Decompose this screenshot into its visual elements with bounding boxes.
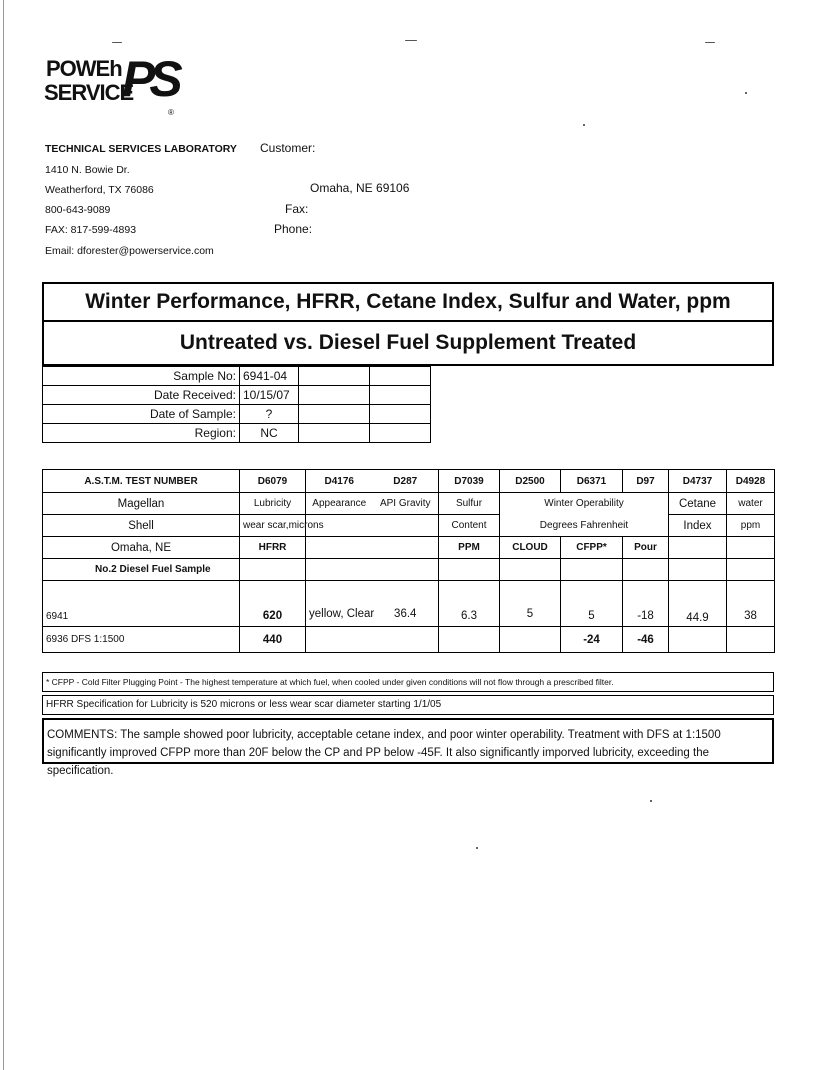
- lab-email: Email: dforester@powerservice.com: [45, 245, 214, 257]
- table-cell: [727, 627, 775, 653]
- column-header: D2500: [500, 470, 561, 493]
- lab-fax: FAX: 817-599-4893: [45, 224, 137, 236]
- column-header: D4737: [669, 470, 727, 493]
- column-header: D4176: [306, 470, 373, 493]
- table-cell: PPM: [439, 537, 500, 559]
- scan-speck: [112, 42, 122, 43]
- customer-city: Omaha, NE 69106: [310, 181, 410, 195]
- table-cell: ppm: [727, 515, 775, 537]
- column-header: A.S.T.M. TEST NUMBER: [43, 470, 240, 493]
- scan-speck: [650, 800, 652, 802]
- table-row: [43, 515, 775, 537]
- table-cell: yellow, Clear: [306, 581, 373, 627]
- sample-info-label: Date of Sample:: [43, 405, 240, 424]
- table-cell: Winter Operability: [500, 493, 669, 515]
- report-title-box: [42, 282, 774, 322]
- table-cell: API Gravity: [373, 493, 439, 515]
- customer-phone-label: Phone:: [274, 222, 313, 236]
- sample-info-label: Date Received:: [43, 386, 240, 405]
- table-cell: Sulfur: [439, 493, 500, 515]
- scan-speck: [476, 847, 478, 849]
- table-cell: No.2 Diesel Fuel Sample: [43, 559, 240, 581]
- scan-speck: [705, 42, 715, 43]
- table-cell: 6941: [43, 581, 240, 627]
- sample-info-label: Region:: [43, 424, 240, 443]
- column-header: D97: [623, 470, 669, 493]
- table-cell: Magellan: [43, 493, 240, 515]
- sample-info-row: [43, 386, 431, 405]
- table-cell: wear scar,microns: [240, 515, 306, 537]
- power-service-logo: [44, 51, 184, 124]
- sample-info-row: [43, 424, 431, 443]
- logo-mark: PS: [122, 51, 177, 107]
- table-cell: 620: [240, 581, 306, 627]
- lab-address-line-1: 1410 N. Bowie Dr.: [45, 164, 130, 176]
- sample-info-row: [43, 405, 431, 424]
- column-header: D6079: [240, 470, 306, 493]
- logo-line-1: POWEh: [46, 56, 122, 81]
- report-subtitle: Untreated vs. Diesel Fuel Supplement Treated: [179, 331, 637, 354]
- sample-info-value: 6941-04: [240, 367, 299, 386]
- table-cell: 6.3: [439, 581, 500, 627]
- sample-info-table: [42, 366, 431, 443]
- table-row: [43, 627, 775, 653]
- lab-phone: 800-643-9089: [45, 204, 111, 216]
- table-row: [43, 537, 775, 559]
- table-cell: HFRR: [240, 537, 306, 559]
- report-subtitle-box: [42, 322, 774, 366]
- test-results-table: [42, 469, 775, 653]
- column-header: D4928: [727, 470, 775, 493]
- table-cell: [669, 627, 727, 653]
- table-cell: Omaha, NE: [43, 537, 240, 559]
- table-row: [43, 559, 775, 581]
- lab-address-line-2: Weatherford, TX 76086: [45, 184, 154, 196]
- sample-info-value: 10/15/07: [240, 386, 299, 405]
- column-header: D6371: [561, 470, 623, 493]
- customer-label: Customer:: [260, 141, 316, 155]
- column-header: D287: [373, 470, 439, 493]
- table-cell: Lubricity: [240, 493, 306, 515]
- report-title: Winter Performance, HFRR, Cetane Index, Sulfur and Water, ppm: [85, 290, 731, 313]
- table-cell: CLOUD: [500, 537, 561, 559]
- cfpp-note: * CFPP - Cold Filter Plugging Point - The highest temperature at which fuel, when cooled under given conditions will not flow through a prescribed filter.: [42, 672, 774, 692]
- table-cell: Index: [669, 515, 727, 537]
- table-cell: CFPP*: [561, 537, 623, 559]
- scan-speck: [405, 40, 417, 41]
- comments-box: COMMENTS: The sample showed poor lubricity, acceptable cetane index, and poor winter operability. Treatment with DFS at 1:1500 significantly improved CFPP more than 20F below the CP and PP below -45F. It also significantly imporved lubricity, exceeding the specification.: [42, 718, 774, 764]
- table-cell: 5: [561, 581, 623, 627]
- hfrr-specification-note: HFRR Specification for Lubricity is 520 microns or less wear scar diameter starting 1/1/05: [42, 695, 774, 715]
- scan-speck: [745, 92, 747, 94]
- logo-line-2: SERVICE: [44, 80, 134, 105]
- column-header: D7039: [439, 470, 500, 493]
- table-cell: Content: [439, 515, 500, 537]
- table-cell: 36.4: [373, 581, 439, 627]
- table-row: [43, 493, 775, 515]
- sample-info-label: Sample No:: [43, 367, 240, 386]
- table-cell: 6936 DFS 1:1500: [43, 627, 240, 653]
- sample-info-value: NC: [240, 424, 299, 443]
- table-cell: 5: [500, 581, 561, 627]
- scan-speck: [583, 124, 585, 126]
- table-cell: 440: [240, 627, 306, 653]
- table-row: [43, 581, 775, 627]
- table-cell: -18: [623, 581, 669, 627]
- table-cell: [439, 627, 500, 653]
- scan-margin-line: [3, 0, 4, 1070]
- table-cell: Pour: [623, 537, 669, 559]
- table-cell: Appearance: [306, 493, 373, 515]
- table-cell: [306, 627, 439, 653]
- sample-info-value: ?: [240, 405, 299, 424]
- table-cell: Cetane: [669, 493, 727, 515]
- table-cell: 38: [727, 581, 775, 627]
- lab-name: TECHNICAL SERVICES LABORATORY: [45, 143, 237, 155]
- table-cell: -46: [623, 627, 669, 653]
- sample-info-row: [43, 367, 431, 386]
- table-cell: -24: [561, 627, 623, 653]
- table-cell: water: [727, 493, 775, 515]
- table-cell: Shell: [43, 515, 240, 537]
- table-cell: [500, 627, 561, 653]
- registered-icon: ®: [168, 108, 174, 117]
- table-header-row: [43, 470, 775, 493]
- customer-fax-label: Fax:: [285, 202, 309, 216]
- table-cell: Degrees Fahrenheit: [500, 515, 669, 537]
- table-cell: 44.9: [669, 581, 727, 627]
